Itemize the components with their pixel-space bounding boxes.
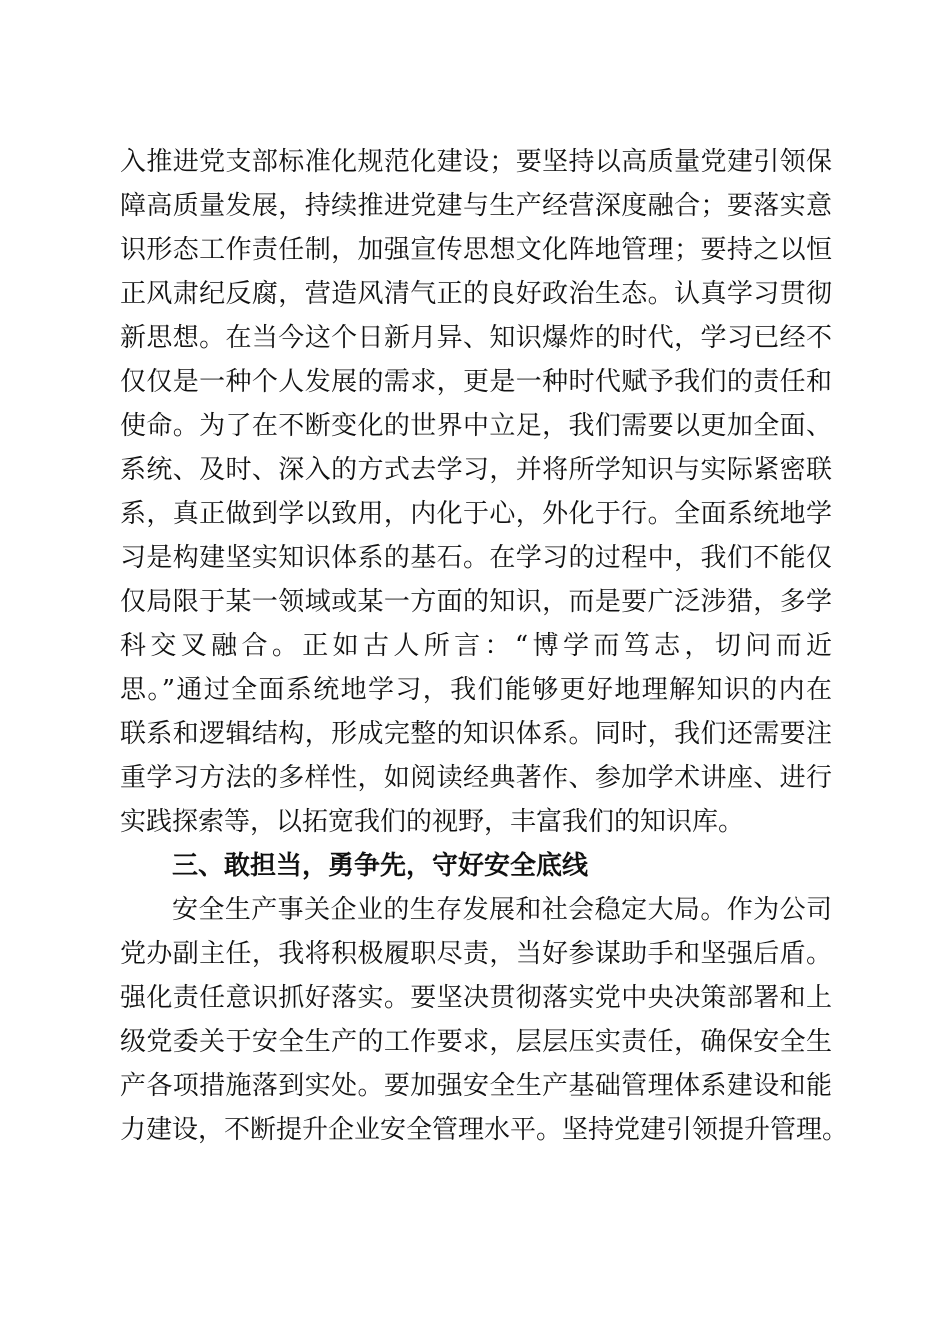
paragraph-line: 仅仅是一种个人发展的需求，更是一种时代赋予我们的责任和 bbox=[120, 367, 832, 397]
paragraph-line: 力建设，不断提升企业安全管理水平。坚持党建引领提升管理。 bbox=[120, 1115, 849, 1145]
paragraph-line: 系统、及时、深入的方式去学习，并将所学知识与实际紧密联 bbox=[120, 455, 832, 485]
paragraph-line: 仅局限于某一领域或某一方面的知识，而是要广泛涉猎，多学 bbox=[120, 587, 832, 617]
paragraph-line: 识形态工作责任制，加强宣传思想文化阵地管理；要持之以恒 bbox=[120, 235, 832, 265]
paragraph-line: 习是构建坚实知识体系的基石。在学习的过程中，我们不能仅 bbox=[120, 543, 832, 573]
paragraph-line: 级党委关于安全生产的工作要求，层层压实责任，确保安全生 bbox=[120, 1027, 832, 1057]
paragraph-line: 联系和逻辑结构，形成完整的知识体系。同时，我们还需要注 bbox=[120, 719, 832, 749]
paragraph-line: 产各项措施落到实处。要加强安全生产基础管理体系建设和能 bbox=[120, 1071, 832, 1101]
paragraph-line: 障高质量发展，持续推进党建与生产经营深度融合；要落实意 bbox=[120, 191, 832, 221]
section-heading: 三、敢担当，勇争先，守好安全底线 bbox=[172, 851, 589, 881]
paragraph-line: 使命。为了在不断变化的世界中立足，我们需要以更加全面、 bbox=[120, 411, 832, 441]
paragraph-line: 科交叉融合。正如古人所言：“博学而笃志，切问而近 bbox=[120, 631, 832, 661]
paragraph-line: 新思想。在当今这个日新月异、知识爆炸的时代，学习已经不 bbox=[120, 323, 832, 353]
paragraph-line: 系，真正做到学以致用，内化于心，外化于行。全面系统地学 bbox=[120, 499, 832, 529]
paragraph-line: 重学习方法的多样性，如阅读经典著作、参加学术讲座、进行 bbox=[120, 763, 832, 793]
paragraph-line: 入推进党支部标准化规范化建设；要坚持以高质量党建引领保 bbox=[120, 147, 832, 177]
paragraph-line: 实践探索等，以拓宽我们的视野，丰富我们的知识库。 bbox=[120, 807, 745, 837]
paragraph-line: 安全生产事关企业的生存发展和社会稳定大局。作为公司 bbox=[172, 895, 832, 925]
paragraph-line: 强化责任意识抓好落实。要坚决贯彻落实党中央决策部署和上 bbox=[120, 983, 832, 1013]
paragraph-line: 党办副主任，我将积极履职尽责，当好参谋助手和坚强后盾。 bbox=[120, 939, 832, 969]
paragraph-line: 正风肃纪反腐，营造风清气正的良好政治生态。认真学习贯彻 bbox=[120, 279, 832, 309]
paragraph-line: 思。”通过全面系统地学习，我们能够更好地理解知识的内在 bbox=[120, 675, 832, 705]
